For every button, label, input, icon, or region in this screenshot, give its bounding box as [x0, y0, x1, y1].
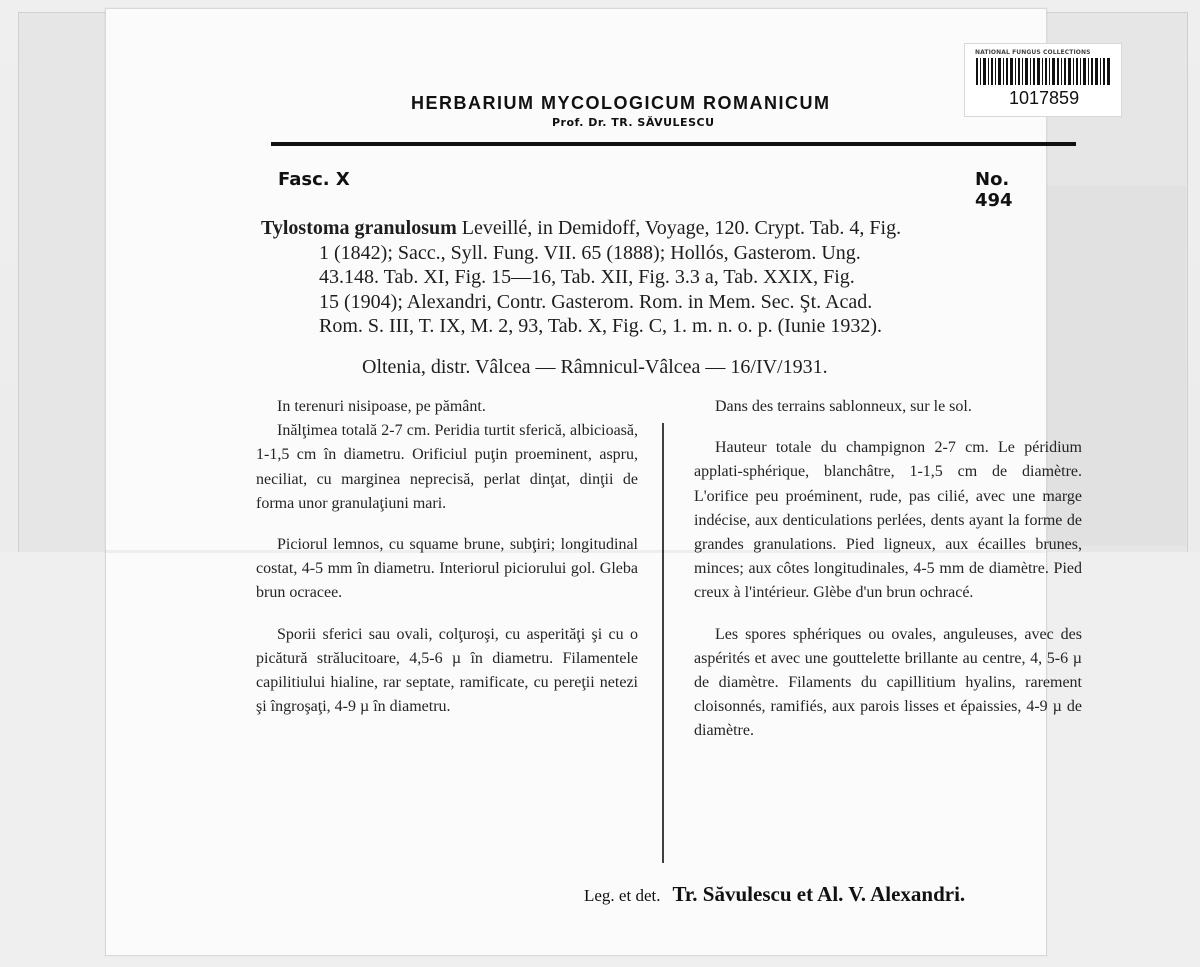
specimen-number: No. 494: [975, 169, 1013, 211]
romanian-description: [256, 395, 638, 736]
romanian-spores: Sporii sferici sau ovali, colţuroşi, cu asperităţi şi cu o picătură strălucitoare, 4,5-6 µ în diametru. Filamentele capilitiului hialine, rar septate, ramificate, cu pereţii netezi şi îngroşaţi, 4-9 µ în diametru.: [256, 625, 638, 716]
locality-line: Oltenia, distr. Vâlcea — Râmnicul-Vâlcea — 16/IV/1931.: [362, 356, 828, 378]
french-spores: Les spores sphériques ou ovales, anguleuses, avec des aspérités et avec une gouttelette brillante au centre, 4, 5-6 µ de diamètre. Filaments du capillitium hyalins, rarement cloisonnés, ramifiés, aux parois lisses et épaissies, 4-9 µ de diamètre.: [694, 625, 1082, 740]
french-habitat: Dans des terrains sablonneux, sur le sol.: [715, 398, 972, 415]
taxon-name: Tylostoma granulosum: [261, 217, 457, 239]
taxonomic-citation: [261, 216, 1076, 339]
barcode-institution: NATIONAL FUNGUS COLLECTIONS: [975, 49, 1091, 56]
barcode-icon: [976, 58, 1110, 85]
citation-line-3: 43.148. Tab. XI, Fig. 15—16, Tab. XII, Fig. 3.3 a, Tab. XXIX, Fig.: [319, 266, 855, 288]
column-divider: [662, 423, 664, 863]
curator-name: Prof. Dr. TR. SĂVULESCU: [552, 116, 715, 129]
citation-line-1-rest: Leveillé, in Demidoff, Voyage, 120. Crypt. Tab. 4, Fig.: [456, 217, 902, 239]
header-rule: [271, 142, 1076, 146]
romanian-stalk: Piciorul lemnos, cu squame brune, subţiri; longitudinal costat, 4-5 mm în diametru. Interiorul piciorului gol. Gleba brun ocracee.: [256, 536, 638, 602]
barcode-label: [964, 43, 1122, 117]
herbarium-label: [105, 8, 1091, 956]
citation-line-2: 1 (1842); Sacc., Syll. Fung. VII. 65 (1888); Hollós, Gasterom. Ung.: [319, 241, 861, 264]
collector-line: [584, 882, 965, 907]
herbarium-title: HERBARIUM MYCOLOGICUM ROMANICUM: [411, 93, 831, 113]
romanian-habitat: In terenuri nisipoase, pe pământ.: [277, 398, 486, 415]
french-description: [694, 395, 1082, 761]
label-fold-shadow: [105, 550, 1045, 553]
catalog-number: 1017859: [1009, 88, 1080, 108]
collector-prefix: Leg. et det.: [584, 886, 661, 905]
citation-line-5: Rom. S. III, T. IX, M. 2, 93, Tab. X, Fig. C, 1. m. n. o. p. (Iunie 1932).: [319, 315, 883, 337]
fascicle-label: Fasc. X: [278, 169, 350, 190]
romanian-fruitbody: Inălţimea totală 2-7 cm. Peridia turtit sferică, albicioasă, 1-1,5 cm în diametru. Orificiul puţin proeminent, aspru, neciliat, cu marginea neprecisă, perlat dinţat, dinţii de forma unor granulaţiuni mari.: [256, 422, 638, 512]
french-fruitbody: Hauteur totale du champignon 2-7 cm. Le péridium applati-sphérique, blanchâtre, 1-1,5 cm de diamètre. L'orifice peu proéminent, rude, pas cilié, avec une marge indécise, aux denticulations perlées, dents ayant la forme de grandes granulations. Pied ligneux, aux écailles brunes, minces; aux côtes longitudinales, 4-5 mm de diamètre. Pied creux à l'intérieur. Glèbe d'un brun ochracé.: [694, 439, 1082, 602]
citation-line-1: [261, 216, 1076, 241]
collector-names: Tr. Săvulescu et Al. V. Alexandri.: [672, 882, 966, 906]
citation-line-4: 15 (1904); Alexandri, Contr. Gasterom. Rom. in Mem. Sec. Şt. Acad.: [319, 290, 873, 313]
